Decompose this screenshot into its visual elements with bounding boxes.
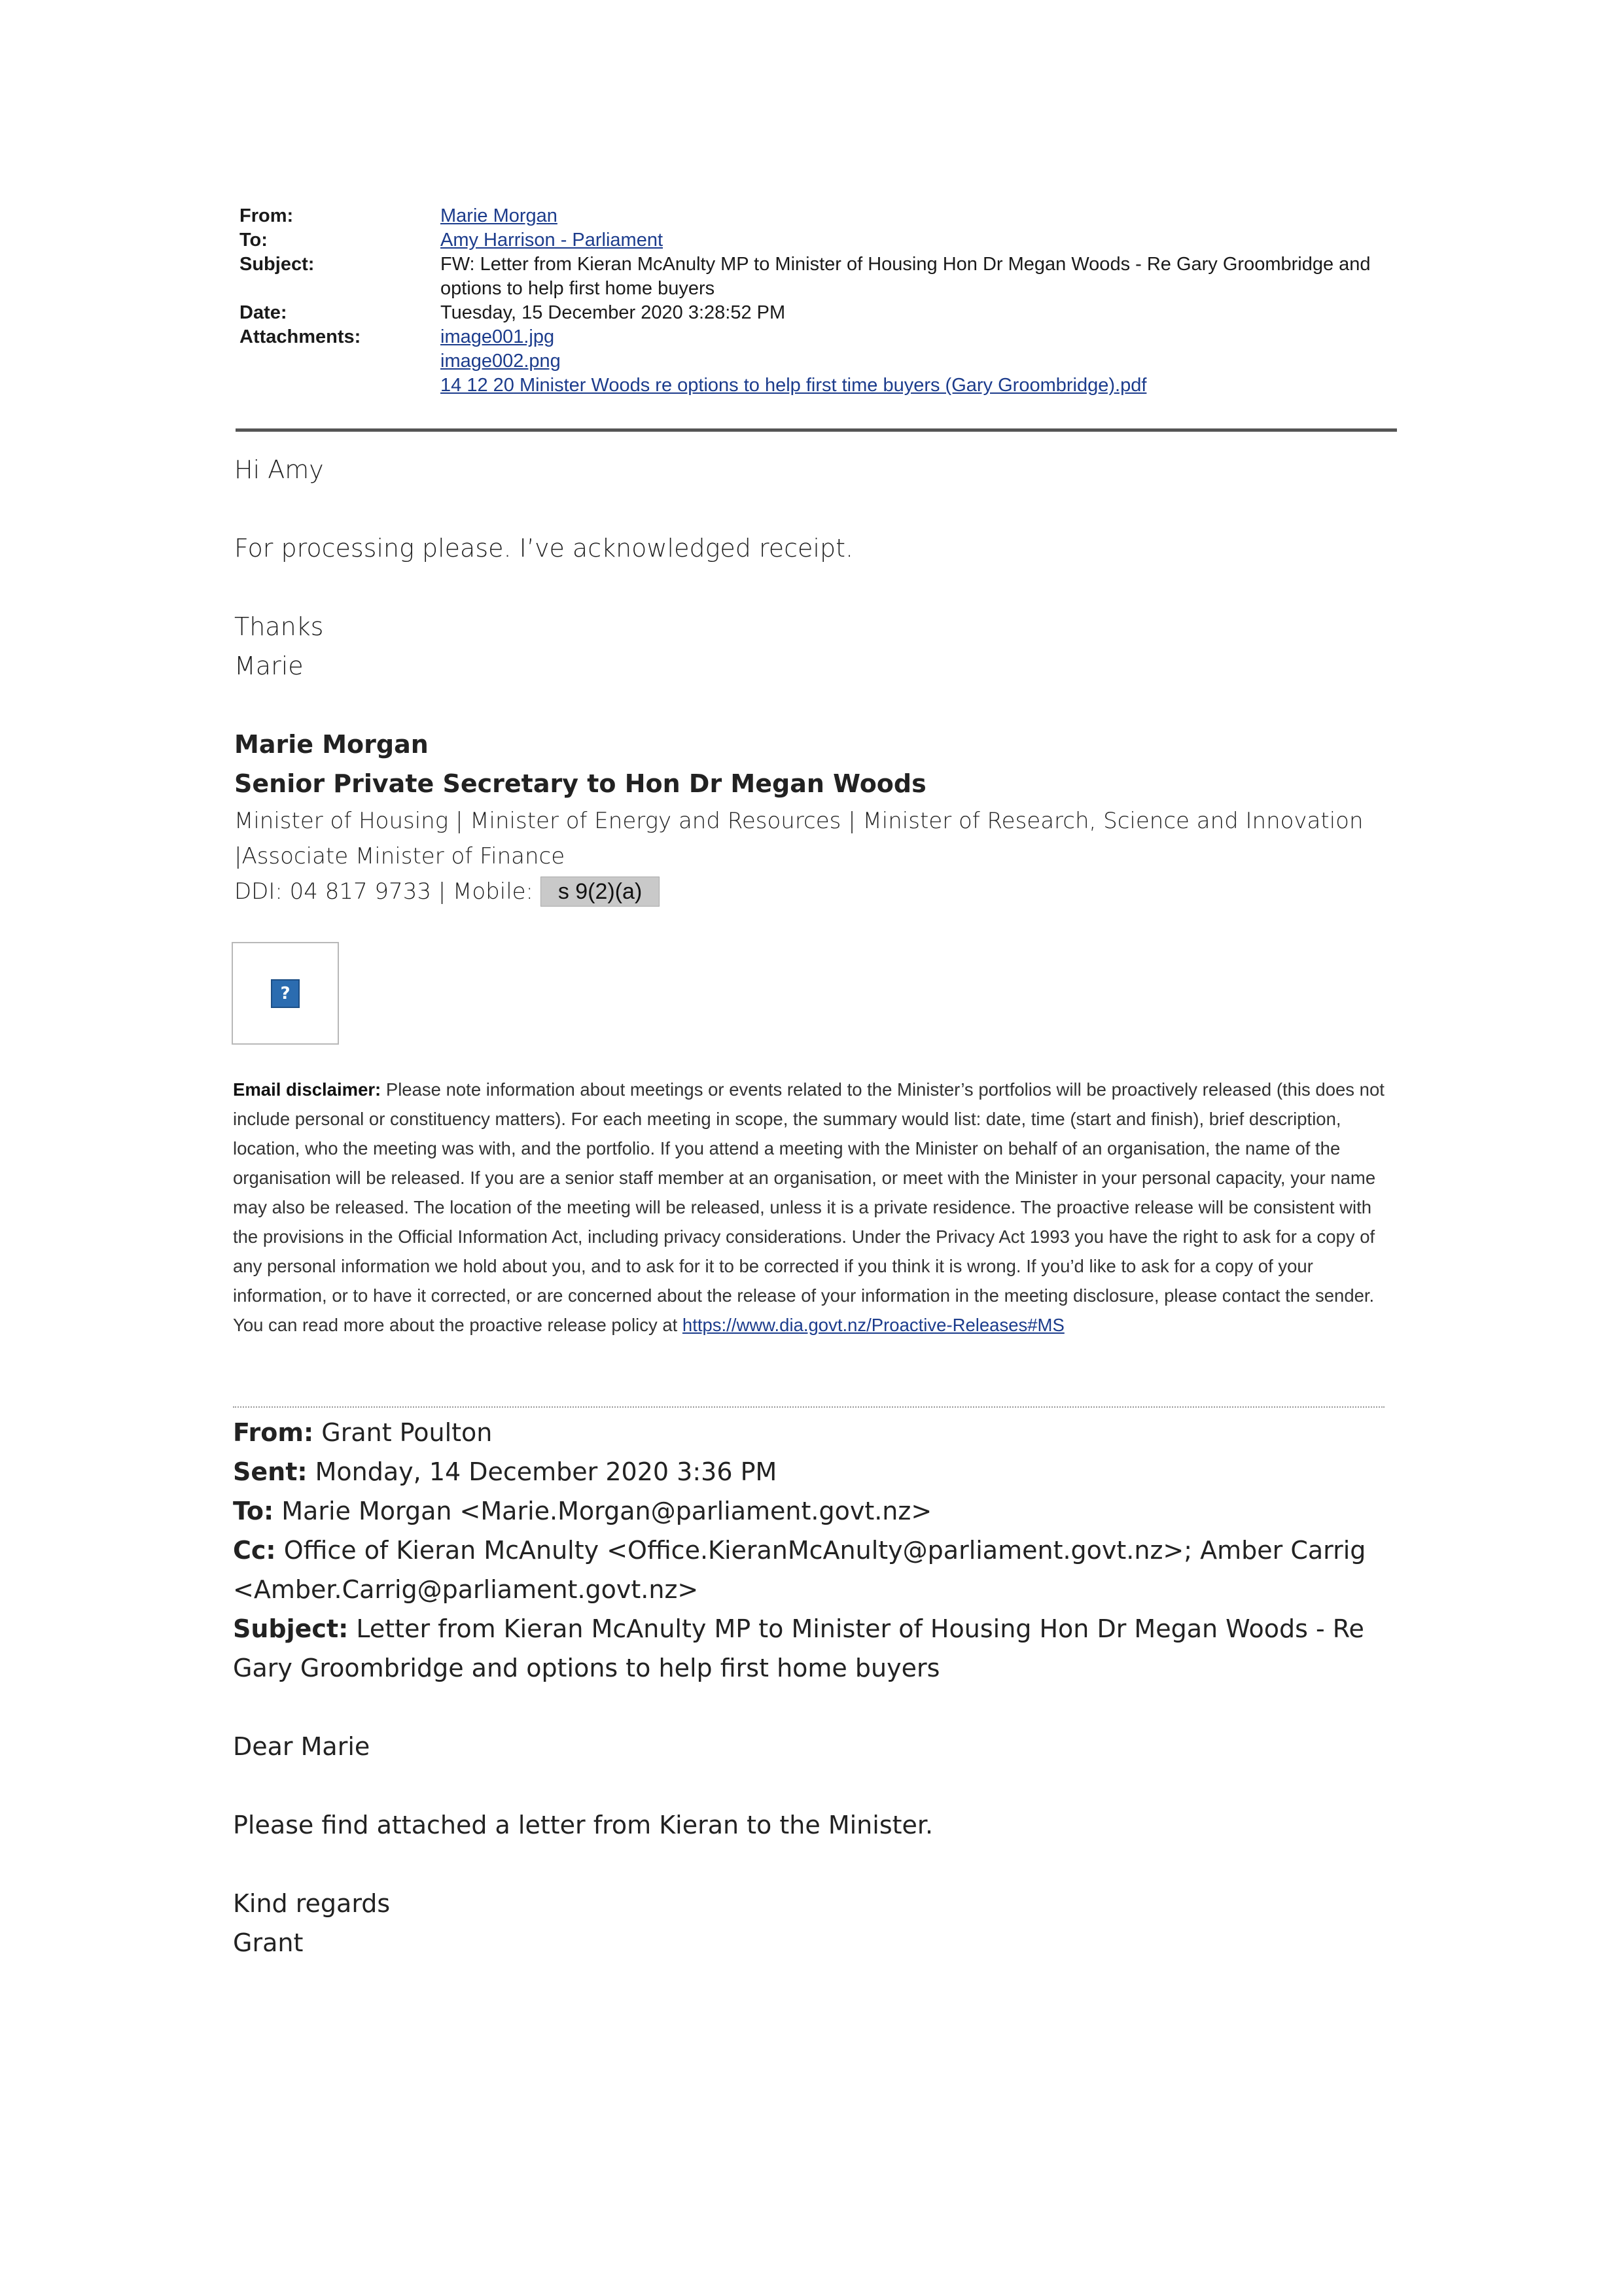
attachment-link[interactable]: 14 12 20 Minister Woods re options to help first time buyers (Gary Groombridge).pdf bbox=[440, 375, 1147, 396]
signature-portfolios-cont: |Associate Minister of Finance bbox=[234, 843, 565, 869]
fwd-from-row bbox=[233, 1413, 1411, 1452]
to-link[interactable]: Amy Harrison - Parliament bbox=[440, 230, 663, 251]
subject-label: Subject: bbox=[239, 254, 315, 275]
from-label: From: bbox=[239, 205, 294, 226]
signature-portfolios: Minister of Housing | Minister of Energy and Resources | Minister of Research, Science and Innovation bbox=[234, 808, 1364, 834]
fwd-subject-label: Subject: bbox=[233, 1614, 349, 1643]
date-value: Tuesday, 15 December 2020 3:28:52 PM bbox=[440, 302, 786, 323]
header-to-row bbox=[239, 228, 1398, 252]
signature-contact bbox=[234, 874, 1412, 909]
greeting: Hi Amy bbox=[234, 455, 324, 484]
forward-divider bbox=[233, 1406, 1385, 1408]
fwd-to-row bbox=[233, 1491, 1411, 1531]
header-attachments-row bbox=[239, 325, 1398, 398]
fwd-cc-value: Office of Kieran McAnulty <Office.KieranMcAnulty@parliament.govt.nz>; Amber Carrig <Amber.Carrig@parliament.govt.nz> bbox=[233, 1536, 1366, 1604]
from-link[interactable]: Marie Morgan bbox=[440, 205, 557, 226]
forwarded-message bbox=[233, 1413, 1411, 1962]
missing-image-icon: ? bbox=[271, 979, 300, 1008]
subject-value: FW: Letter from Kieran McAnulty MP to Minister of Housing Hon Dr Megan Woods - Re Gary Groombridge and options to help first home buyers bbox=[440, 254, 1371, 299]
to-label: To: bbox=[239, 230, 268, 251]
fwd-subject-value: Letter from Kieran McAnulty MP to Minister of Housing Hon Dr Megan Woods - Re Gary Groombridge and options to help first home buyers bbox=[233, 1614, 1364, 1682]
fwd-cc-label: Cc: bbox=[233, 1536, 276, 1565]
sender-name: Marie bbox=[234, 652, 304, 680]
fwd-sent-row bbox=[233, 1452, 1411, 1491]
signature-name: Marie Morgan bbox=[234, 730, 429, 759]
message-body bbox=[234, 450, 1412, 686]
attachment-link[interactable]: image002.png bbox=[440, 351, 561, 372]
attachments-list bbox=[440, 325, 1398, 398]
message-line: For processing please. I’ve acknowledged receipt. bbox=[234, 534, 854, 563]
date-label: Date: bbox=[239, 302, 287, 323]
fwd-subject-row bbox=[233, 1609, 1411, 1688]
header-subject-row bbox=[239, 252, 1398, 301]
header-divider bbox=[236, 428, 1397, 432]
fwd-sender-name: Grant bbox=[233, 1928, 304, 1957]
redaction-box: s 9(2)(a) bbox=[540, 877, 660, 907]
attachments-label: Attachments: bbox=[239, 326, 361, 347]
email-header bbox=[239, 204, 1398, 398]
header-from-row bbox=[239, 204, 1398, 228]
image-placeholder bbox=[232, 942, 339, 1045]
signature-title: Senior Private Secretary to Hon Dr Megan Woods bbox=[234, 769, 927, 798]
thanks-line: Thanks bbox=[234, 612, 324, 641]
fwd-to-label: To: bbox=[233, 1497, 274, 1525]
fwd-sent-value: Monday, 14 December 2020 3:36 PM bbox=[307, 1457, 777, 1486]
disclaimer-text: Please note information about meetings or events related to the Minister’s portfolios will be proactively released (this does not include personal or constituency matters). For each meeting in scope, the summary would list: date, time (start and finish), brief description, location, who the meeting was with, and the portfolio. If you attend a meeting with the Minister on behalf of an organisation, the name of the organisation will be released. If you are a senior staff member at an organisation, or meet with the Minister in your personal capacity, your name may also be released. The location of the meeting will be released, unless it is a private residence. The proactive release will be consistent with the provisions in the Official Information Act, including privacy considerations. Under the Privacy Act 1993 you have the right to ask for a copy of any personal information we hold about you, and to ask for it to be corrected if you think it is wrong. If you’d like to ask for a copy of your information, or to have it corrected, or are concerned about the release of your information in the meeting disclosure, please contact the sender. You can read more about the proactive release policy at bbox=[233, 1079, 1385, 1335]
fwd-from-value: Grant Poulton bbox=[313, 1418, 493, 1447]
fwd-from-label: From: bbox=[233, 1418, 314, 1447]
fwd-greeting: Dear Marie bbox=[233, 1732, 370, 1761]
signature-block bbox=[234, 725, 1412, 909]
email-disclaimer bbox=[233, 1075, 1385, 1340]
header-date-row bbox=[239, 301, 1398, 325]
fwd-to-value: Marie Morgan <Marie.Morgan@parliament.govt.nz> bbox=[274, 1497, 932, 1525]
fwd-closing: Kind regards bbox=[233, 1889, 391, 1918]
fwd-sent-label: Sent: bbox=[233, 1457, 308, 1486]
contact-text: DDI: 04 817 9733 | Mobile: bbox=[234, 878, 540, 905]
disclaimer-label: Email disclaimer: bbox=[233, 1079, 381, 1100]
fwd-message-line: Please find attached a letter from Kieran to the Minister. bbox=[233, 1811, 934, 1839]
fwd-cc-row bbox=[233, 1531, 1411, 1609]
disclaimer-link[interactable]: https://www.dia.govt.nz/Proactive-Releases#MS bbox=[682, 1315, 1065, 1335]
attachment-link[interactable]: image001.jpg bbox=[440, 326, 555, 347]
